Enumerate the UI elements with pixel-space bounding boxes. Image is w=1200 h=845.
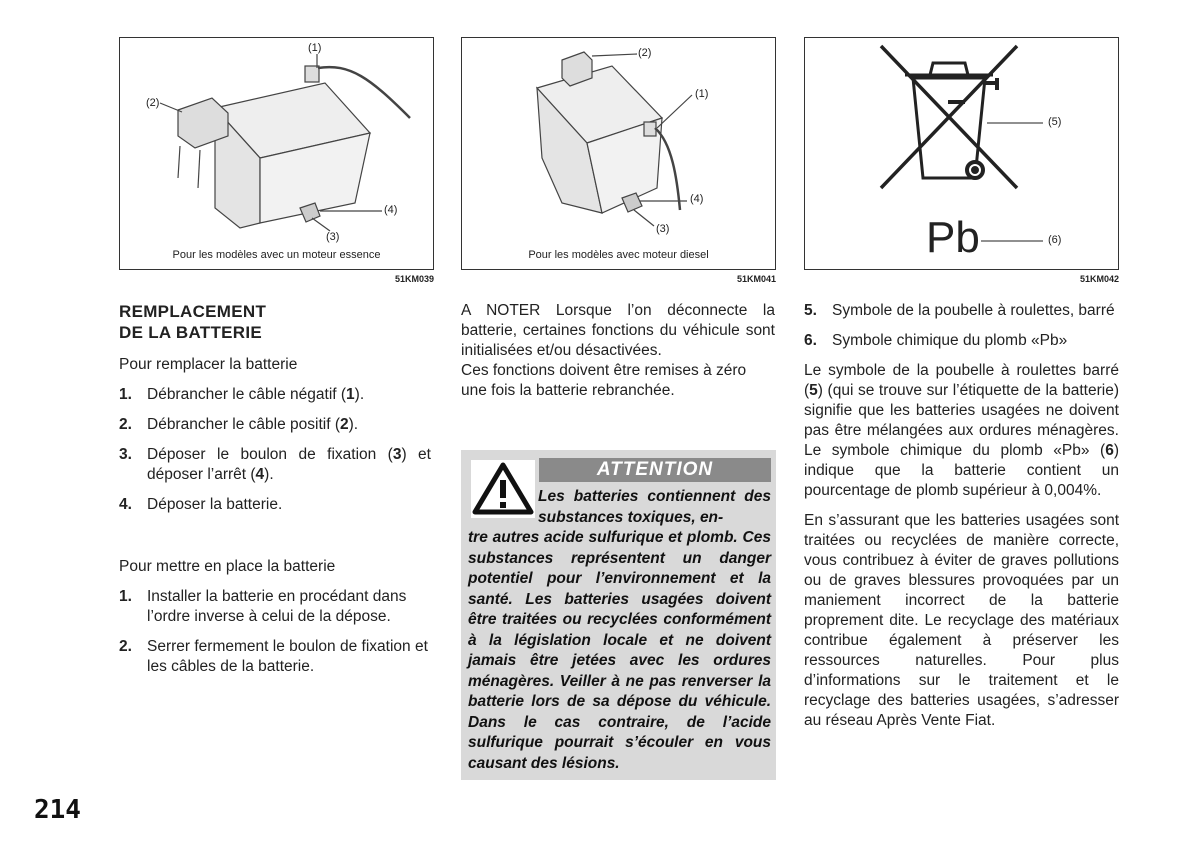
note-paragraph: Ces fonctions doivent être remises à zéro une fois la batterie rebranchée. (461, 362, 747, 399)
callout-4: (4) (384, 204, 398, 216)
callout-6: (6) (1048, 234, 1062, 246)
step-number: 3. (119, 446, 132, 463)
recycling-paragraph: En s’assurant que les batteries usagées sont traitées ou recyclées de manière correcte, vous contribuez à éviter de graves pollutions ou de graves blessures provoquées par un maniement incorrect de la batterie proprement dite. Le recyclage des matériaux contribue également à préserver les ressources naturelles. Pour plus d’informations sur le traitement et le recyclage des batteries usagées, s’adresser au réseau Après Vente Fiat. (804, 512, 1119, 729)
step-number: 2. (119, 638, 132, 655)
item-number: 6. (804, 332, 817, 349)
list-item (119, 495, 431, 515)
callout-1: (1) (695, 88, 709, 100)
figure-battery-diesel (461, 37, 776, 270)
list-item (804, 331, 1119, 351)
intro-install: Pour mettre en place la batterie (119, 558, 336, 575)
symbols-paragraph: Le symbole de la poubelle à roulettes barré (5) (qui se trouve sur l’étiquette de la batterie) signifie que les batteries usagées ne doivent pas être mélangées aux ordures ménagères. Le symbole chimique du plomb «Pb» (6) indique que la batterie contient un pourcentage de plomb supérieur à 0,004%. (804, 362, 1119, 499)
warning-box (461, 450, 776, 780)
list-item (119, 385, 431, 405)
step-number: 1. (119, 588, 132, 605)
figure-caption: Pour les modèles avec moteur diesel (528, 249, 709, 261)
figure-recycling-symbols (804, 37, 1119, 270)
callout-3: (3) (656, 223, 670, 235)
column-procedure (119, 301, 431, 677)
step-text: Installer la batterie en procédant dans l’ordre inverse à celui de la dépose. (147, 588, 407, 625)
step-text: Débrancher le câble positif (2). (147, 416, 359, 433)
step-number: 4. (119, 496, 132, 513)
warning-title: ATTENTION (539, 458, 771, 482)
list-item (119, 637, 431, 677)
battery-diesel-illustration (462, 38, 777, 271)
warning-body: tre autres acide sulfurique et plomb. Ces substances représentent un danger potentiel pour l’environnement et la santé. Les batteries usagées doivent être traitées ou recyclées conformément à la législation locale et ne doivent jamais être jetées avec les ordures ménagères. Veiller à ne pas renverser la batterie lors de sa dépose du véhicule. Dans le cas contraire, de l’acide sulfurique pourrait s’écouler en vous causant des lésions. (468, 529, 771, 772)
list-item (119, 587, 431, 627)
step-number: 1. (119, 386, 132, 403)
figure-caption: Pour les modèles avec un moteur essence (172, 249, 381, 261)
warning-text (468, 487, 771, 774)
warning-lead: Les batteries contiennent des substances toxiques, en- (538, 488, 771, 526)
step-text: Déposer la batterie. (147, 496, 283, 513)
step-text: Serrer fermement le boulon de fixation et les câbles de la batterie. (147, 638, 428, 675)
callout-5: (5) (1048, 116, 1062, 128)
list-item (119, 445, 431, 485)
heading-line: REMPLACEMENT (119, 302, 267, 321)
list-item (804, 301, 1119, 321)
column-note (461, 301, 775, 401)
figure-battery-petrol (119, 37, 434, 270)
callout-2: (2) (146, 97, 160, 109)
step-text: Débrancher le câble négatif (1). (147, 386, 365, 403)
step-number: 2. (119, 416, 132, 433)
item-text: Symbole chimique du plomb «Pb» (832, 332, 1068, 349)
figure-code: 51KM041 (736, 274, 776, 284)
callout-4: (4) (690, 193, 704, 205)
callout-1: (1) (308, 42, 322, 54)
page-number: 214 (34, 795, 81, 825)
item-text: Symbole de la poubelle à roulettes, barré (832, 302, 1115, 319)
item-number: 5. (804, 302, 817, 319)
note-paragraph: A NOTER Lorsque l’on déconnecte la batterie, certaines fonctions du véhicule sont initialisées et/ou désactivées. (461, 302, 775, 359)
figure-code: 51KM039 (394, 274, 434, 284)
lead-symbol: Pb (926, 213, 980, 262)
section-heading (119, 301, 431, 343)
list-item (119, 415, 431, 435)
callout-3: (3) (326, 231, 340, 243)
figure-code: 51KM042 (1079, 274, 1119, 284)
intro-remove: Pour remplacer la batterie (119, 356, 298, 373)
callout-2: (2) (638, 47, 652, 59)
heading-line: DE LA BATTERIE (119, 323, 263, 342)
battery-petrol-illustration (120, 38, 435, 271)
column-symbols (804, 301, 1119, 731)
step-text: Déposer le boulon de fixation (3) et déposer l’arrêt (4). (147, 446, 431, 483)
